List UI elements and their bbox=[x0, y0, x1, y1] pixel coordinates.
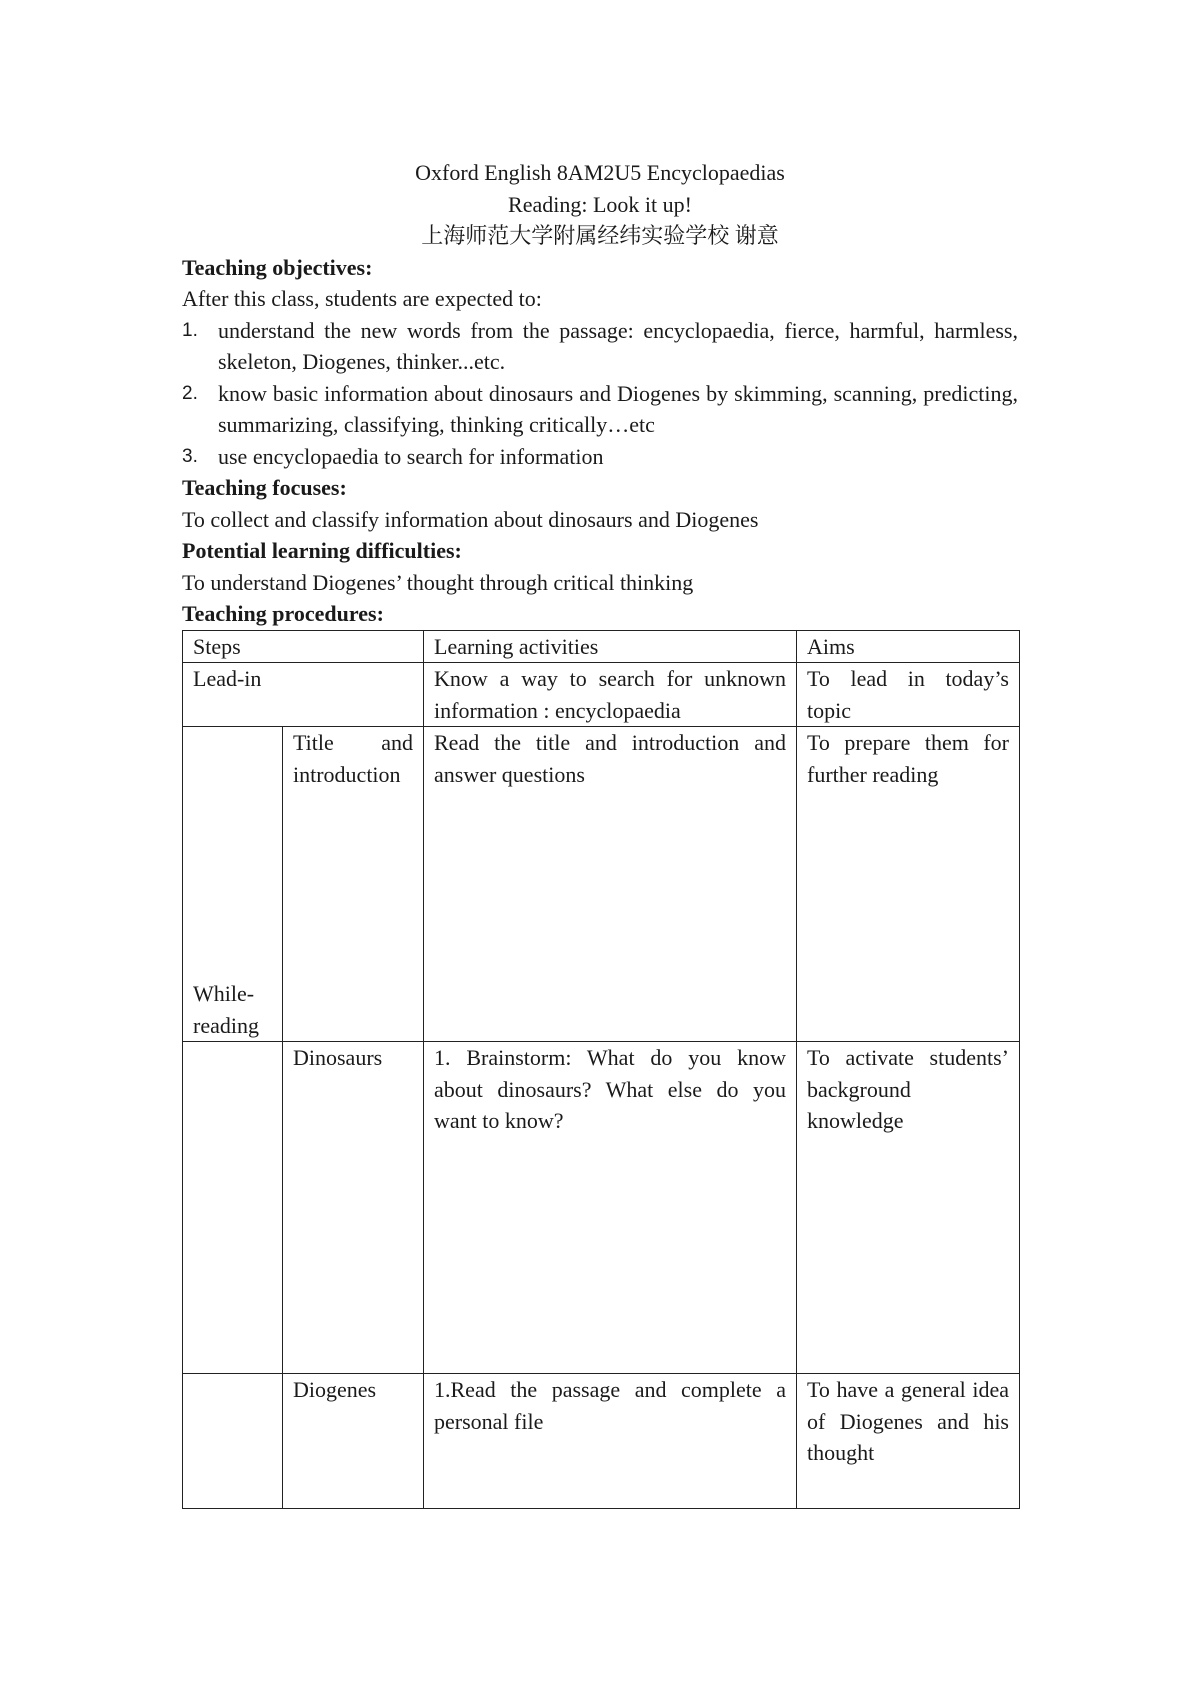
activity-cell: 1.Read the passage and complete a personal file bbox=[424, 1374, 797, 1509]
table-row bbox=[183, 663, 1020, 727]
difficulties-text: To understand Diogenes’ thought through critical thinking bbox=[182, 569, 694, 595]
objective-text: understand the new words from the passage: encyclopaedia, fierce, harmful, harmless, skeleton, Diogenes, thinker...etc. bbox=[218, 317, 1018, 374]
activity-cell: 1. Brainstorm: What do you know about dinosaurs? What else do you want to know? bbox=[424, 1042, 797, 1374]
aim-cell: To have a general idea of Diogenes and his thought bbox=[797, 1374, 1020, 1509]
focuses-heading: Teaching focuses: bbox=[182, 475, 347, 500]
activity-cell: Read the title and introduction and answer questions bbox=[424, 727, 797, 1042]
table-row bbox=[183, 1042, 1020, 1374]
procedures-heading: Teaching procedures: bbox=[182, 601, 384, 626]
document-subtitle: Reading: Look it up! bbox=[508, 191, 692, 217]
objectives-list bbox=[182, 315, 1018, 473]
aim-cell: To activate students’ background knowledge bbox=[797, 1042, 1020, 1374]
column-header-aims: Aims bbox=[797, 630, 1020, 663]
table-row bbox=[183, 727, 1020, 1042]
objective-number: 3. bbox=[182, 445, 198, 467]
procedures-table bbox=[182, 630, 1020, 1510]
objective-number: 2. bbox=[182, 382, 198, 404]
objectives-heading: Teaching objectives: bbox=[182, 254, 373, 280]
table-header-row bbox=[183, 630, 1020, 663]
step-cell bbox=[183, 1042, 283, 1374]
difficulties-heading: Potential learning difficulties: bbox=[182, 538, 462, 563]
focuses-text: To collect and classify information about dinosaurs and Diogenes bbox=[182, 506, 759, 532]
document-title: Oxford English 8AM2U5 Encyclopaedias bbox=[415, 160, 785, 185]
objective-item bbox=[182, 315, 1018, 378]
substep-cell: Diogenes bbox=[283, 1374, 424, 1509]
column-header-activities: Learning activities bbox=[424, 630, 797, 663]
objective-item bbox=[182, 441, 1018, 473]
step-cell: Lead-in bbox=[183, 663, 424, 727]
column-header-steps: Steps bbox=[183, 630, 424, 663]
step-cell bbox=[183, 1374, 283, 1509]
table-row bbox=[183, 1374, 1020, 1509]
objective-text: use encyclopaedia to search for information bbox=[218, 443, 604, 469]
substep-cell: Title and introduction bbox=[283, 727, 424, 1042]
step-cell: While-reading bbox=[183, 727, 283, 1042]
objective-number: 1. bbox=[182, 319, 198, 341]
author-line: 上海师范大学附属经纬实验学校 谢意 bbox=[421, 223, 779, 248]
document-page bbox=[182, 157, 1018, 1509]
substep-cell: Dinosaurs bbox=[283, 1042, 424, 1374]
aim-cell: To lead in today’s topic bbox=[797, 663, 1020, 727]
objective-item bbox=[182, 378, 1018, 441]
aim-cell: To prepare them for further reading bbox=[797, 727, 1020, 1042]
objectives-intro: After this class, students are expected to: bbox=[182, 286, 542, 311]
objective-text: know basic information about dinosaurs and Diogenes by skimming, scanning, predicting, summarizing, classifying, thinking critically…etc bbox=[218, 380, 1018, 437]
activity-cell: Know a way to search for unknown information : encyclopaedia bbox=[424, 663, 797, 727]
